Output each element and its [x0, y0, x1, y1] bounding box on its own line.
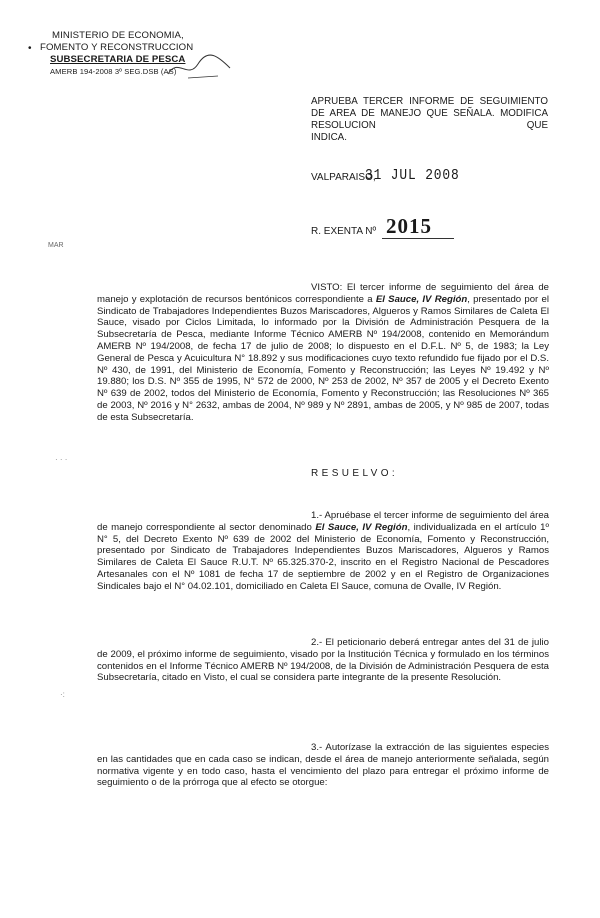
visto-text-1: de manejo y explotación de recursos bentónicos correspondiente a	[97, 282, 549, 305]
exenta-label: R. EXENTA Nº	[311, 226, 377, 237]
resuelvo-heading: RESUELVO:	[311, 468, 399, 479]
title-last-line: INDICA.	[311, 132, 347, 143]
ministry-line-2: FOMENTO Y RECONSTRUCCION	[40, 42, 194, 53]
initials-signature-icon	[158, 52, 238, 82]
title-main: APRUEBA TERCER INFORME DE SEGUIMIENTO DE AREA DE MANEJO QUE SEÑALA. MODIFICA RESOLUCION QUE	[311, 96, 548, 131]
visto-paragraph	[97, 282, 549, 424]
exenta-number: 2015	[386, 214, 432, 238]
subsecretaria-label: SUBSECRETARIA DE PESCA	[50, 54, 186, 65]
bullet-mark: •	[28, 43, 32, 54]
visto-lead: VISTO: El tercer informe de seguimiento del área	[311, 282, 534, 293]
margin-dots-2: ·:	[60, 690, 65, 699]
item-2-paragraph	[97, 637, 549, 684]
item-2-text: de julio de 2009, el próximo informe de seguimiento, visado por la Institución Técnica y formulado en los términos contenidos en el Informe Técnico AMERB Nº 194/2008, de la División de Administración Pesquera de esta Subsecretaría, citado en Visto, el cual se considera parte integrante de la presente Resolución.	[97, 637, 549, 684]
item-3-paragraph	[97, 742, 549, 789]
item-1-text-1: del área de manejo correspondiente al sector denominado	[97, 510, 550, 533]
item-1-lead: 1.- Apruébase el tercer informe de seguimiento	[311, 510, 512, 521]
exenta-underline	[382, 238, 454, 239]
reference-code: AMERB 194-2008 3º SEG.DSB (AS)	[50, 67, 177, 76]
item-3-lead: 3.- Autorízase la extracción de las siguientes	[311, 742, 508, 753]
date-stamp: 31 JUL 2008	[365, 167, 460, 184]
item-2-lead: 2.- El peticionario deberá entregar antes del 31	[311, 637, 515, 648]
place-date	[311, 167, 460, 184]
visto-text-2: , presentado por el Sindicato de Trabajadores Independientes Buzos Mariscadores, Algueros y Ramos Similares de Caleta El Sauce, visado por Ciclos Limitada, lo informado por la División de Administración Pesquera de la Subsecretaría de Pesca, mediante Informe Técnico AMERB Nº 194/2008, contenido en Memorándum AMERB Nº 194/2008, de fecha 17 de julio de 2008; lo dispuesto en el D.F.L. Nº 5, de 1983; la Ley General de Pesca y Acuicultura N° 18.892 y sus modificaciones cuyo texto refundido fue fijado por el D.S. Nº 430, de 1991, del Ministerio de Economía, Fomento y Reconstrucción; las Leyes Nº 19.492 y Nº 19.880; los D.S. Nº 355 de 1995, N° 572 de 2000, Nº 253 de 2002, Nº 357 de 2005 y el Decreto Exento Nº 639 de 2002, todos del Ministerio de Economía, Fomento y Reconstrucción; las Resoluciones Nº 365 de 2003, Nº 2016 y N° 2632, ambas de 2004, Nº 989 y Nº 2891, ambas de 2005, y Nº 985 de 2007, todas de esta Subsecretaría.	[97, 293, 549, 423]
item-1-text-2: , individualizada en el artículo 1º N° 5, del Decreto Exento Nº 639 de 2002 del Ministerio de Economía, Fomento y Reconstrucción, presentado por Sindicato de Trabajadores Independientes Buzos Mariscadores, Algueros y Ramos Similares de Caleta El Sauce R.U.T. Nº 65.325.370-2, inscrito en el Registro Nacional de Pescadores Artesanales con el Nº 1081 de fecha 17 de septiembre de 2002 y en el Registro de Organizaciones Sindicales bajo el N° 04.02.101, domiciliado en Caleta El Sauce, comuna de Ovalle, IV Región.	[97, 521, 549, 592]
item-1-place: El Sauce, IV Región	[315, 521, 408, 533]
letterhead	[38, 30, 238, 77]
visto-place: El Sauce, IV Región	[375, 293, 468, 305]
ministry-line-1: MINISTERIO DE ECONOMIA,	[52, 30, 184, 41]
margin-note: MAR	[48, 242, 64, 249]
item-3-text: especies en las cantidades que en cada caso se indican, desde el área de manejo anteriormente señalada, según normativa vigente y en todo caso, hasta el vencimiento del plazo para entregar el próximo informe de seguimiento o de la prórroga que al efecto se otorgue:	[97, 742, 549, 789]
margin-dots-1: · · ·	[55, 455, 68, 464]
exenta-line	[311, 214, 432, 238]
place-label: VALPARAISO,	[311, 172, 376, 183]
resolution-title	[311, 96, 548, 144]
item-1-paragraph	[97, 510, 549, 593]
